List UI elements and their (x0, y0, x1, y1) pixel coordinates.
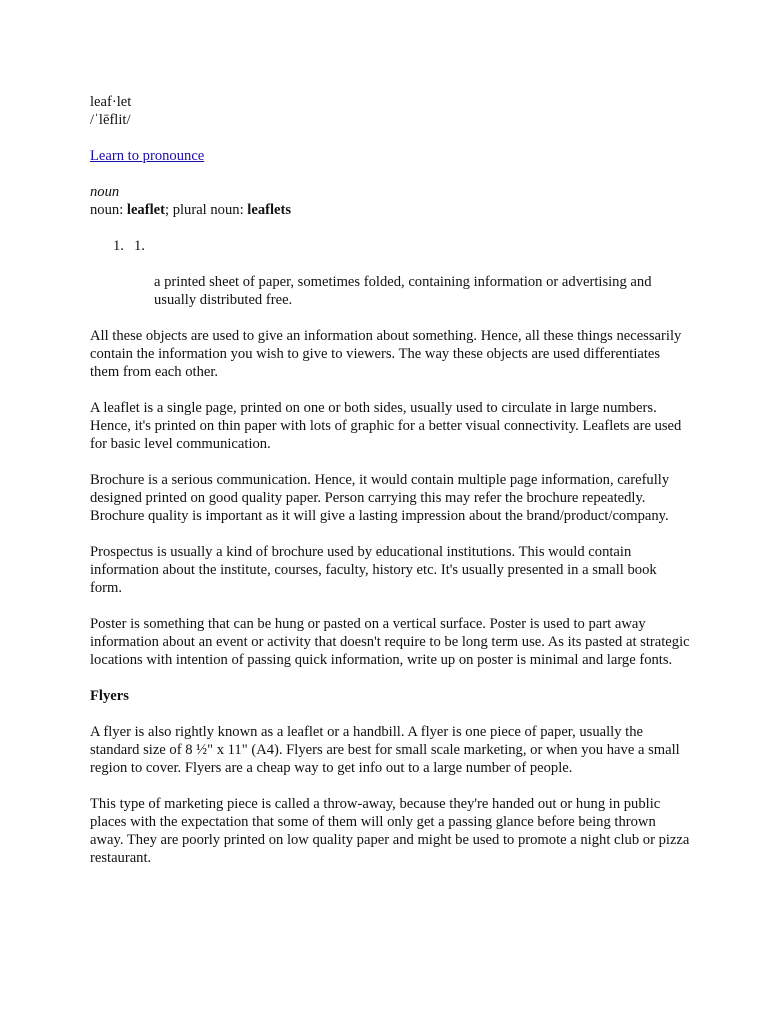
forms-separator: ; (164, 202, 173, 218)
plural-label: plural noun: (172, 202, 248, 218)
pronunciation: /ˈlēflit/ (90, 112, 131, 128)
paragraph-poster: Poster is something that can be hung or pasted on a vertical surface. Poster is used to part away information about an event or activity that doesn't require to be long term use. As its pasted at strategic locations with intention of passing quick information, write up on poster is minimal and large fonts. (90, 616, 690, 668)
definition-text: a printed sheet of paper, sometimes folded, containing information or advertising and usually distributed free. (154, 274, 652, 308)
noun-label: noun: (90, 202, 127, 218)
paragraph-flyer-definition: A flyer is also rightly known as a leaflet or a handbill. A flyer is one piece of paper, usually the standard size of 8 ½" x 11" (A4). Flyers are best for small scale marketing, or when you have a small region to cover. Flyers are a cheap way to get info out to a large number of people. (90, 724, 680, 776)
learn-to-pronounce-link[interactable]: Learn to pronounce (90, 148, 205, 164)
paragraph-flyer-throwaway: This type of marketing piece is called a throw-away, because they're handed out or hung in public places with the expectation that some of them will only get a passing glance before being thrown away. They are poorly printed on low quality paper and might be used to promote a night club or pizza restaurant. (90, 796, 690, 866)
paragraph-objects: All these objects are used to give an information about something. Hence, all these things necessarily contain the information you wish to give to viewers. The way these objects are used differentiates them from each other. (90, 328, 682, 380)
plural-value: leaflets (247, 202, 292, 218)
word-forms (90, 201, 690, 219)
part-of-speech: noun (90, 184, 120, 200)
paragraph-prospectus: Prospectus is usually a kind of brochure used by educational institutions. This would contain information about the institute, courses, faculty, history etc. It's usually presented in a small book form. (90, 544, 657, 596)
headword: leaf·let (90, 94, 132, 110)
list-marker-outer: 1. (113, 238, 124, 254)
flyers-heading: Flyers (90, 688, 129, 704)
list-marker-inner: 1. (134, 238, 145, 254)
paragraph-leaflet: A leaflet is a single page, printed on one or both sides, usually used to circulate in large numbers. Hence, it's printed on thin paper with lots of graphic for a better visual connectivity. Leaflets are used for basic level communication. (90, 400, 682, 452)
noun-value: leaflet (126, 202, 165, 218)
paragraph-brochure: Brochure is a serious communication. Hence, it would contain multiple page information, carefully designed printed on good quality paper. Person carrying this may refer the brochure repeatedly. Brochure quality is important as it will give a lasting impression about the brand/product/company. (90, 472, 670, 524)
sense-list-item (90, 237, 690, 255)
